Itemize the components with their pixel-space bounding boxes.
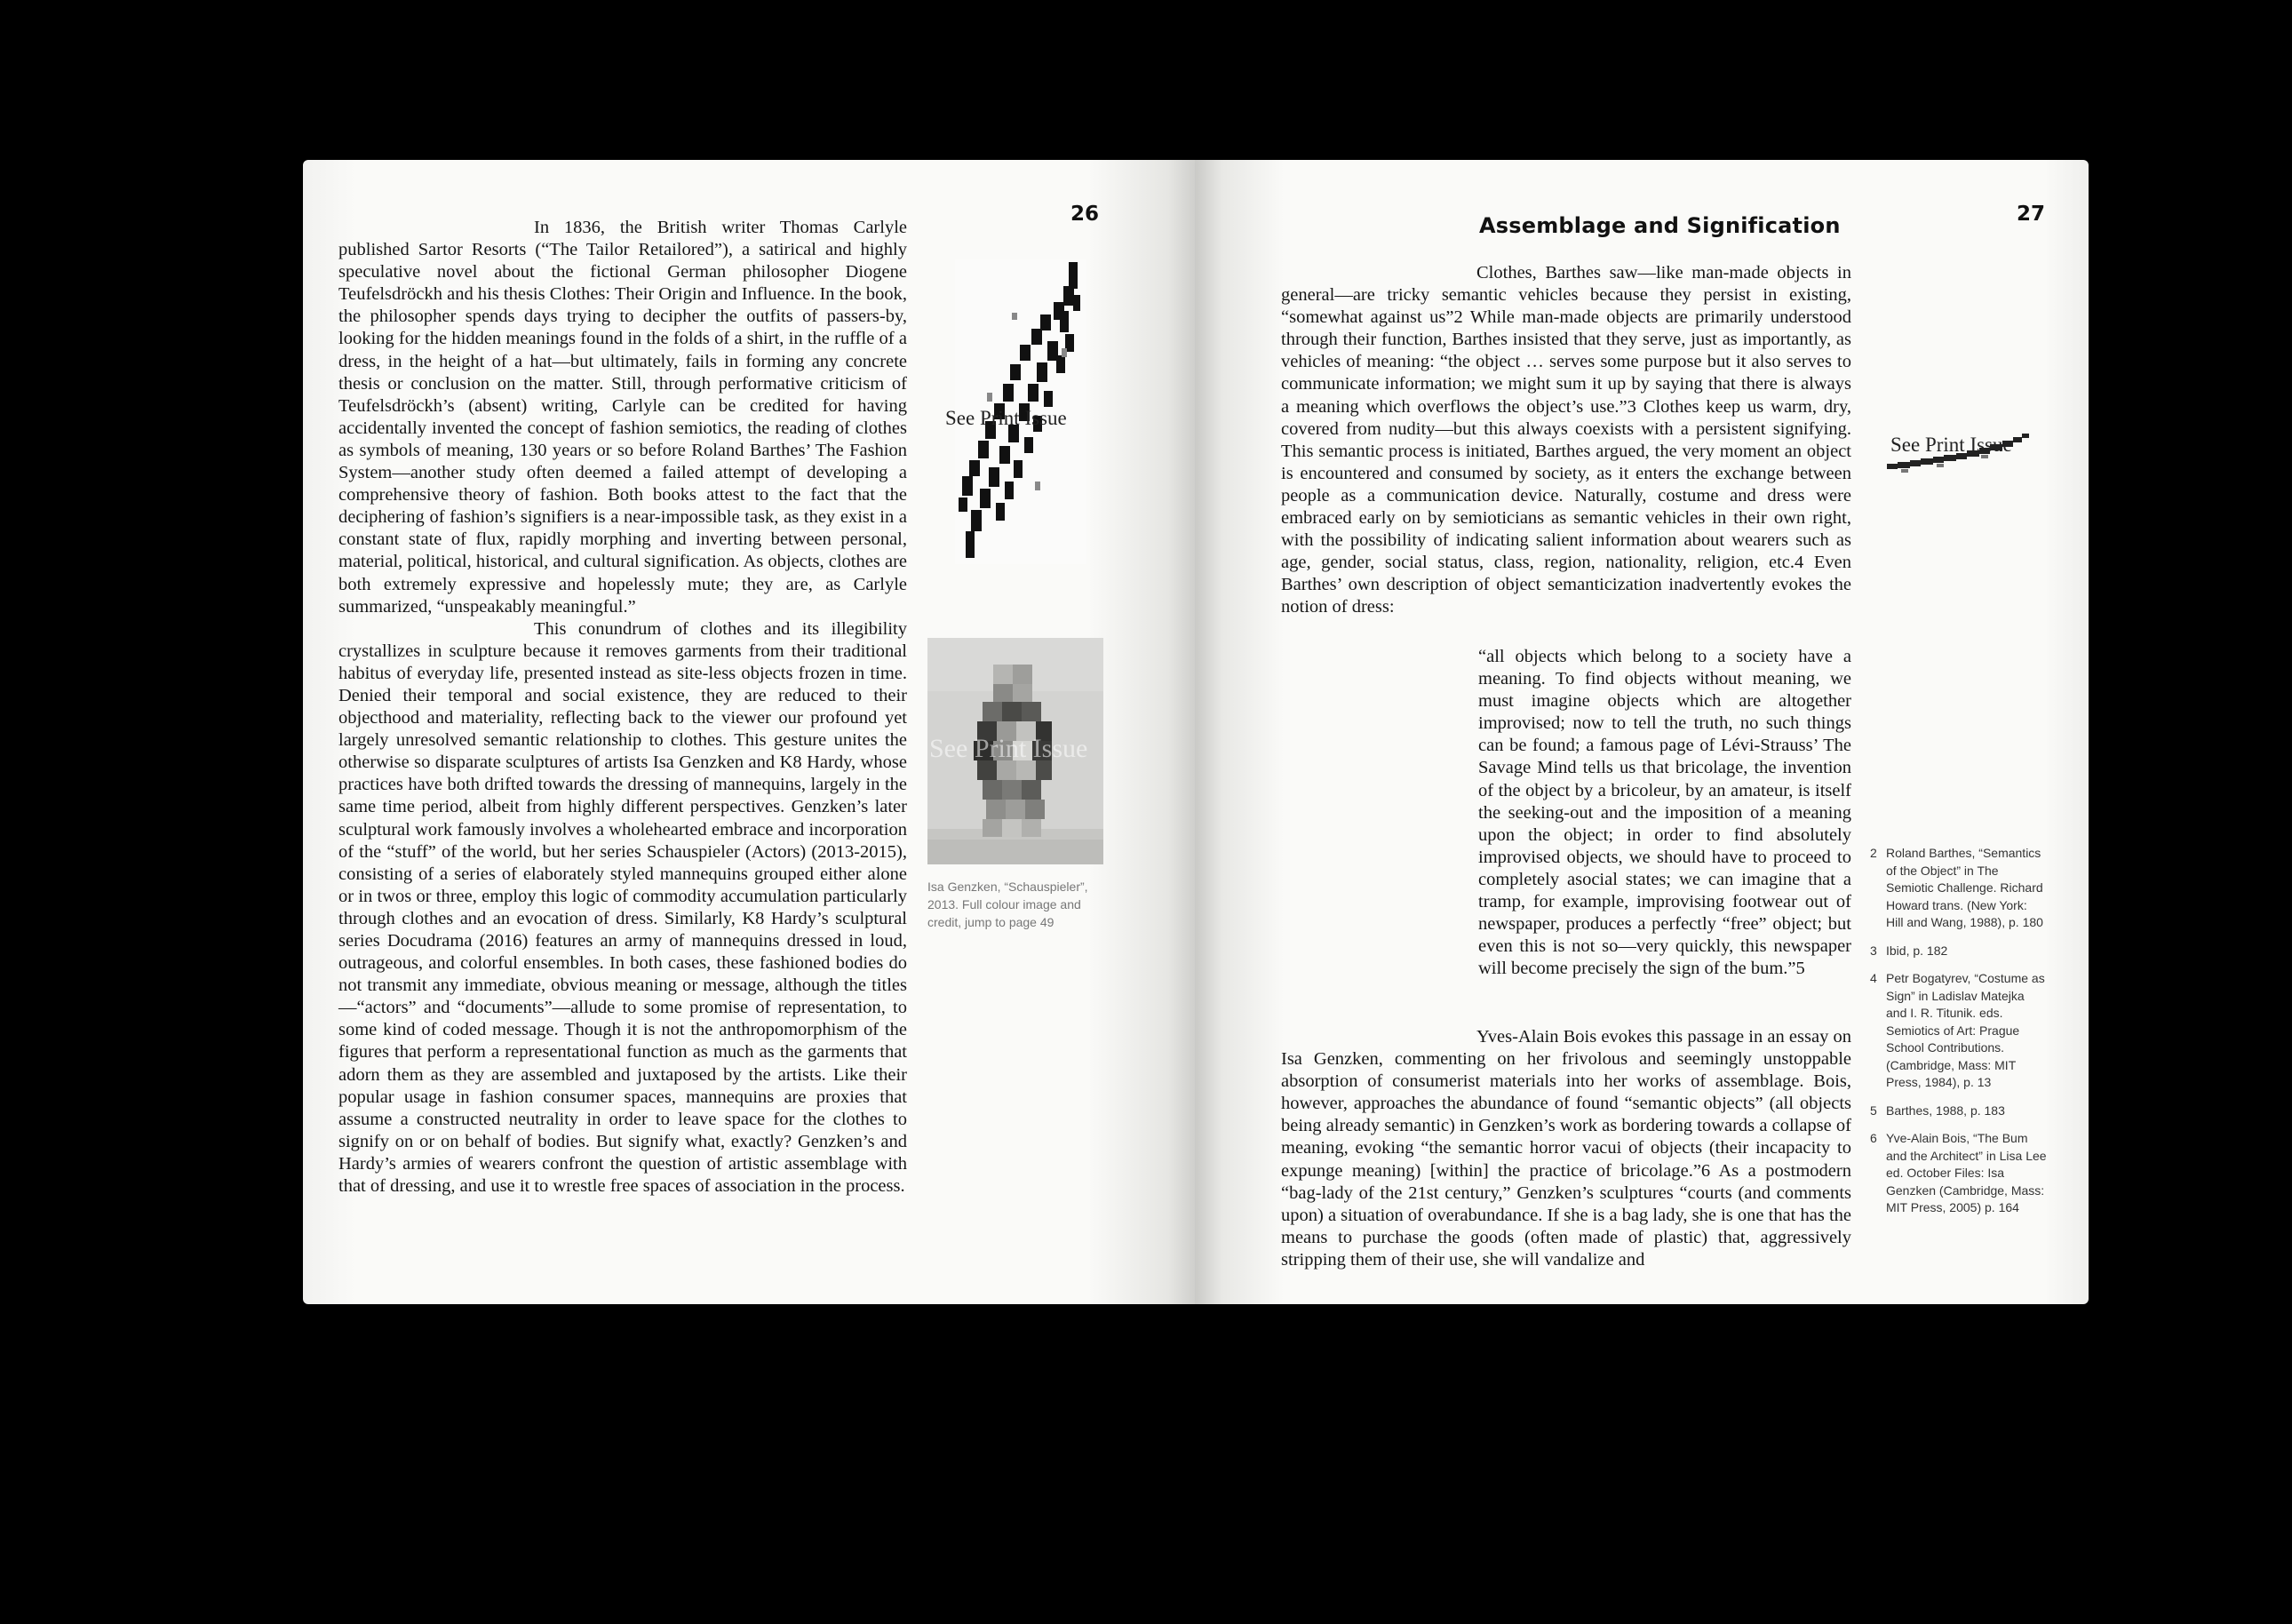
image-placeholder-label-3: See Print Issue [1890,434,2012,456]
right-paragraph-2: Yves-Alain Bois evokes this passage in an essay on Isa Genzken, commenting on her frivolous and seemingly unstoppable absorption of consumerist materials into her works of assemblage. Bois, however, approaches the abundance of found “semantic objects” (all objects being already semantic) in Genzken’s work as bordering towards a collapse of meaning, evoking “the semantic horror vacui of objects (their incapacity to expunge meaning) [within] the practice of bricolage.”6 As a postmodern “bag-lady of the 21st century,” Genzken’s sculptures “courts (and comments upon) a situation of overabundance. If she is a bag lady, she is one that has the means to purchase the goods (often made of plastic) that, aggressively stripping them of their use, she will vandalize and [1281,1027,1851,1270]
footnote-text: Ibid, p. 182 [1886,943,1948,958]
page-number-right: 27 [2017,203,2046,226]
block-quote: “all objects which belong to a society have a meaning. To find objects without meaning, we must imagine objects which are altogether improvised; now to tell the truth, no such things can be found; a famous page of Lévi-Strauss’ The Savage Mind tells us that bricolage, the invention of the object by a bricoleur, by an amateur, is itself the seeking-out and the imposition of a meaning upon the object; in order to find absolutely improvised objects, we should have to proceed to completely asocial states; we can imagine that a tramp, for example, improvising footwear out of newspaper, produces a perfectly “free” object; but even this is not so—very quickly, this newspaper will become precisely the sign of the bum.”5 [1478,647,1851,979]
footnote-text: Barthes, 1988, p. 183 [1886,1103,2005,1118]
artwork-image-2 [927,638,1103,864]
right-body-text-2 [1281,1026,1851,1271]
footnote-6 [1870,1130,2048,1217]
footnote-number: 4 [1870,971,1877,985]
right-body-text [1281,262,1851,619]
footnote-text: Yve-Alain Bois, “The Bum and the Architect” in Lisa Lee ed. October Files: Isa Genzken (Cambridge, Mass: MIT Press, 2005) p. 164 [1886,1131,2047,1214]
footnote-text: Petr Bogatyrev, “Costume as Sign” in Ladislav Matejka and I. R. Titunik. eds. Semiotics of Art: Prague School Contributions. (Cambridge, Mass: MIT Press, 1984), p. 13 [1886,971,2045,1089]
footnote-2 [1870,845,2048,932]
footnote-4 [1870,970,2048,1092]
running-head: Assemblage and Signification [1479,213,1841,238]
footnotes [1870,845,2048,1228]
left-body-text [338,217,907,1198]
footnote-number: 2 [1870,846,1877,860]
image-caption: Isa Genzken, “Schauspieler”, 2013. Full colour image and credit, jump to page 49 [927,880,1088,929]
left-paragraph-1: In 1836, the British writer Thomas Carlyle published Sartor Resorts (“The Tailor Retailored”), a satirical and highly speculative novel about the fictional German philosopher Diogene Teufelsdröckh and his thesis Clothes: Their Origin and Influence. In the book, the philosopher spends days trying to decipher the outfits of passers-by, looking for the hidden meanings found in the folds of a shirt, in the ruffle of a dress, in the height of a hat—but ultimately, fails in forming any concrete thesis or conclusion on the matter. Still, through performative criticism of Teufelsdröckh’s (absent) writing, Carlyle can be credited for having accidentally invented the concept of fashion semiotics, the reading of clothes as symbols of meaning, 130 years or so before Roland Barthes’ The Fashion System—another study often deemed a failed attempt of developing a comprehensive theory of fashion. Both books attest to the fact that the deciphering of fashion’s signifiers is a near-impossible task, as they exist in a constant state of flux, rapidly morphing and inverting between personal, material, political, historical, and cultural signification. As objects, clothes are both extremely expressive and hopelessly mute; they are, as Carlyle summarized, “unspeakably meaningful.” [338,218,907,617]
right-paragraph-1: Clothes, Barthes saw—like man-made objects in general—are tricky semantic vehicles because they persist in existing, “somewhat against us”2 While man-made objects are primarily understood through their function, Barthes insisted that they serve, just as importantly, as vehicles of meaning: “the object … serves some purpose but it also serves to communicate information; we might sum it up by saying that there is always a meaning which overflows the object’s use.”3 Clothes keep us warm, dry, covered from nudity—but this always coexists with a persistent signifying. This semantic process is initiated, Barthes argued, the very moment an object is encountered and consumed by society, as it enters the exchange between people as a communication device. Naturally, costume and dress were embraced early on by semioticians as semantic vehicles in their own right, with the possibility of indicating salient information about wearers such as age, gender, social status, class, region, nationality, religion, etc.4 Even Barthes’ own description of object semanticization inadvertently evokes the notion of dress: [1281,263,1851,617]
footnote-3 [1870,943,2048,960]
footnote-number: 3 [1870,943,1877,958]
footnote-5 [1870,1103,2048,1120]
image-placeholder-label-2: See Print Issue [929,734,1088,763]
footnote-number: 5 [1870,1103,1877,1118]
left-paragraph-2: This conundrum of clothes and its illegibility crystallizes in sculpture because it removes garments from their traditional habitus of everyday life, presented instead as site-less objects frozen in time. Denied their temporal and social existence, they are reduced to their objecthood and materiality, reflecting back to the viewer our profound yet largely unresolved semantic relationship to clothes. This gesture unites the otherwise so disparate sculptures of artists Isa Genzken and K8 Hardy, whose practices have both drifted towards the dressing of mannequins, largely in the same time period, albeit from highly different perspectives. Genzken’s later sculptural work famously involves a wholehearted embrace and incorporation of the “stuff” of the world, but her series Schauspieler (Actors) (2013-2015), consisting of a series of elaborately styled mannequins grouped either alone or in twos or three, employ this logic of commodity accumulation particularly through clothes and an evocation of dress. Similarly, K8 Hardy’s sculptural series Docudrama (2016) features an army of mannequins dressed in loud, outrageous, and colorful ensembles. In both cases, these fashioned bodies do not transmit any immediate, obvious meaning or message, although the titles—“actors” and “documents”—allude to some promise of representation, to some kind of coded message. Though it is not the anthropomorphism of the figures that perform a representational function as much as the garments that adorn them as they are assembled and juxtaposed by the artists. Like their popular usage in fashion consumer spaces, mannequins are proxies that assume a constructed neutrality in order to leave space for the clothes to signify on or on behalf of bodies. But signify what, exactly? Genzken’s and Hardy’s armies of wearers confront the question of artistic assemblage with that of dressing, and use it to wrestle free spaces of association in the process. [338,618,907,1197]
footnote-text: Roland Barthes, “Semantics of the Object” in The Semiotic Challenge. Richard Howard trans. (New York: Hill and Wang, 1988), p. 180 [1886,846,2043,929]
footnote-number: 6 [1870,1131,1877,1145]
image-placeholder-label-1: See Print Issue [945,407,1067,429]
page-number-left: 26 [1070,203,1100,226]
